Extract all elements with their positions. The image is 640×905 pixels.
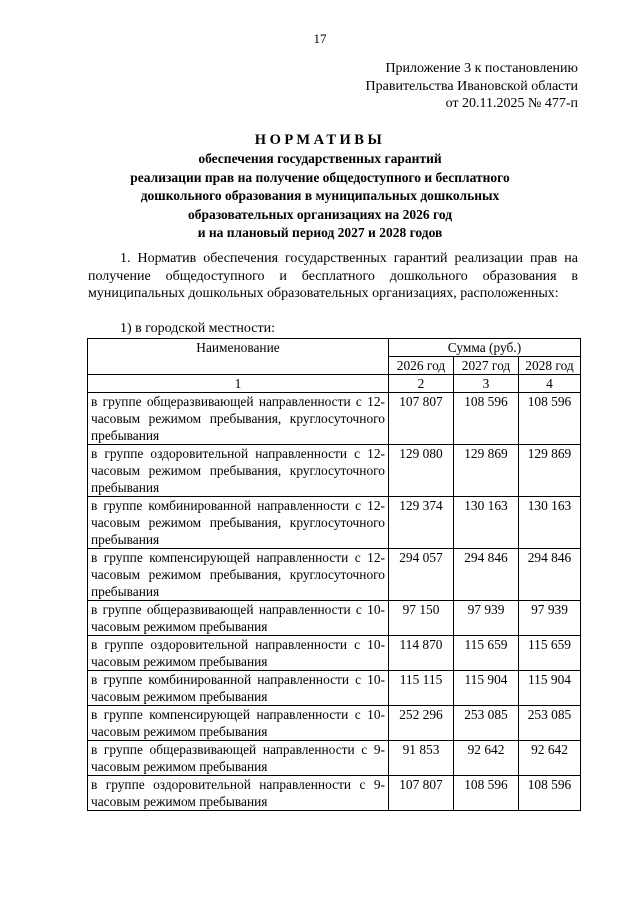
table-header-row — [88, 339, 581, 357]
row-name: в группе комбинированной направленности с 10-часовым режимом пребывания — [88, 671, 389, 706]
value-2028: 294 846 — [519, 549, 581, 601]
value-2028: 253 085 — [519, 706, 581, 741]
value-2028: 92 642 — [519, 741, 581, 776]
value-2026: 129 080 — [389, 445, 454, 497]
row-name: в группе компенсирующей направленности с 10-часовым режимом пребывания — [88, 706, 389, 741]
value-2027: 97 939 — [454, 601, 519, 636]
table-row — [88, 393, 581, 445]
table-row — [88, 706, 581, 741]
table-row — [88, 776, 581, 811]
appendix-line: от 20.11.2025 № 477-п — [445, 96, 578, 111]
document-title: НОРМАТИВЫ — [254, 132, 386, 148]
header-year: 2026 год — [389, 357, 454, 375]
value-2026: 107 807 — [389, 393, 454, 445]
header-sum: Сумма (руб.) — [389, 339, 581, 357]
value-2026: 115 115 — [389, 671, 454, 706]
table-row — [88, 549, 581, 601]
table-row — [88, 741, 581, 776]
appendix-note — [366, 60, 578, 113]
document-title-block — [95, 131, 545, 243]
table-row — [88, 497, 581, 549]
column-number: 4 — [519, 375, 581, 393]
value-2026: 114 870 — [389, 636, 454, 671]
row-name: в группе оздоровительной направленности с 12-часовым режимом пребывания, круглосуточного пребывания — [88, 445, 389, 497]
row-name: в группе комбинированной направленности с 12-часовым режимом пребывания, круглосуточного пребывания — [88, 497, 389, 549]
row-name: в группе общеразвивающей направленности с 12-часовым режимом пребывания, круглосуточного пребывания — [88, 393, 389, 445]
value-2027: 129 869 — [454, 445, 519, 497]
value-2026: 107 807 — [389, 776, 454, 811]
document-subtitle — [95, 150, 545, 243]
value-2027: 108 596 — [454, 393, 519, 445]
value-2026: 97 150 — [389, 601, 454, 636]
appendix-line: Правительства Ивановской области — [365, 78, 578, 94]
row-name: в группе компенсирующей направленности с 12-часовым режимом пребывания, круглосуточного пребывания — [88, 549, 389, 601]
header-year: 2028 год — [519, 357, 581, 375]
norms-table — [87, 338, 581, 811]
value-2027: 253 085 — [454, 706, 519, 741]
row-name: в группе общеразвивающей направленности с 9-часовым режимом пребывания — [88, 741, 389, 776]
column-number: 1 — [88, 375, 389, 393]
row-name: в группе оздоровительной направленности с 9-часовым режимом пребывания — [88, 776, 389, 811]
value-2028: 115 904 — [519, 671, 581, 706]
header-year: 2027 год — [454, 357, 519, 375]
value-2027: 92 642 — [454, 741, 519, 776]
subtitle-line: реализации прав на получение общедоступного и бесплатного — [130, 169, 510, 185]
value-2027: 115 904 — [454, 671, 519, 706]
value-2028: 108 596 — [519, 776, 581, 811]
row-name: в группе общеразвивающей направленности с 10-часовым режимом пребывания — [88, 601, 389, 636]
table-row — [88, 671, 581, 706]
subtitle-line: и на плановый период 2027 и 2028 годов — [197, 225, 443, 240]
column-number: 3 — [454, 375, 519, 393]
subtitle-line: обеспечения государственных гарантий — [198, 151, 442, 166]
value-2027: 108 596 — [454, 776, 519, 811]
value-2027: 115 659 — [454, 636, 519, 671]
table-colnum-row — [88, 375, 581, 393]
value-2027: 294 846 — [454, 549, 519, 601]
row-name: в группе оздоровительной направленности с 10-часовым режимом пребывания — [88, 636, 389, 671]
table-row — [88, 601, 581, 636]
subtitle-line: дошкольного образования в муниципальных дошкольных — [140, 188, 500, 203]
paragraph-text: 1. Норматив обеспечения государственных гарантий реализации прав на получение общедоступного и бесплатного дошкольного образования в муниципальных дошкольных образовательных организациях, расположенных: — [88, 251, 578, 301]
value-2028: 129 869 — [519, 445, 581, 497]
value-2028: 108 596 — [519, 393, 581, 445]
intro-paragraph — [88, 250, 578, 303]
value-2026: 129 374 — [389, 497, 454, 549]
value-2026: 294 057 — [389, 549, 454, 601]
table-row — [88, 445, 581, 497]
subtitle-line: образовательных организациях на 2026 год — [187, 206, 453, 222]
page-number: 17 — [313, 31, 327, 46]
value-2026: 252 296 — [389, 706, 454, 741]
value-2026: 91 853 — [389, 741, 454, 776]
value-2028: 130 163 — [519, 497, 581, 549]
table-row — [88, 636, 581, 671]
value-2027: 130 163 — [454, 497, 519, 549]
header-name: Наименование — [88, 339, 389, 375]
column-number: 2 — [389, 375, 454, 393]
value-2028: 115 659 — [519, 636, 581, 671]
appendix-line: Приложение 3 к постановлению — [385, 61, 578, 76]
subheading: 1) в городской местности: — [120, 321, 275, 336]
value-2028: 97 939 — [519, 601, 581, 636]
